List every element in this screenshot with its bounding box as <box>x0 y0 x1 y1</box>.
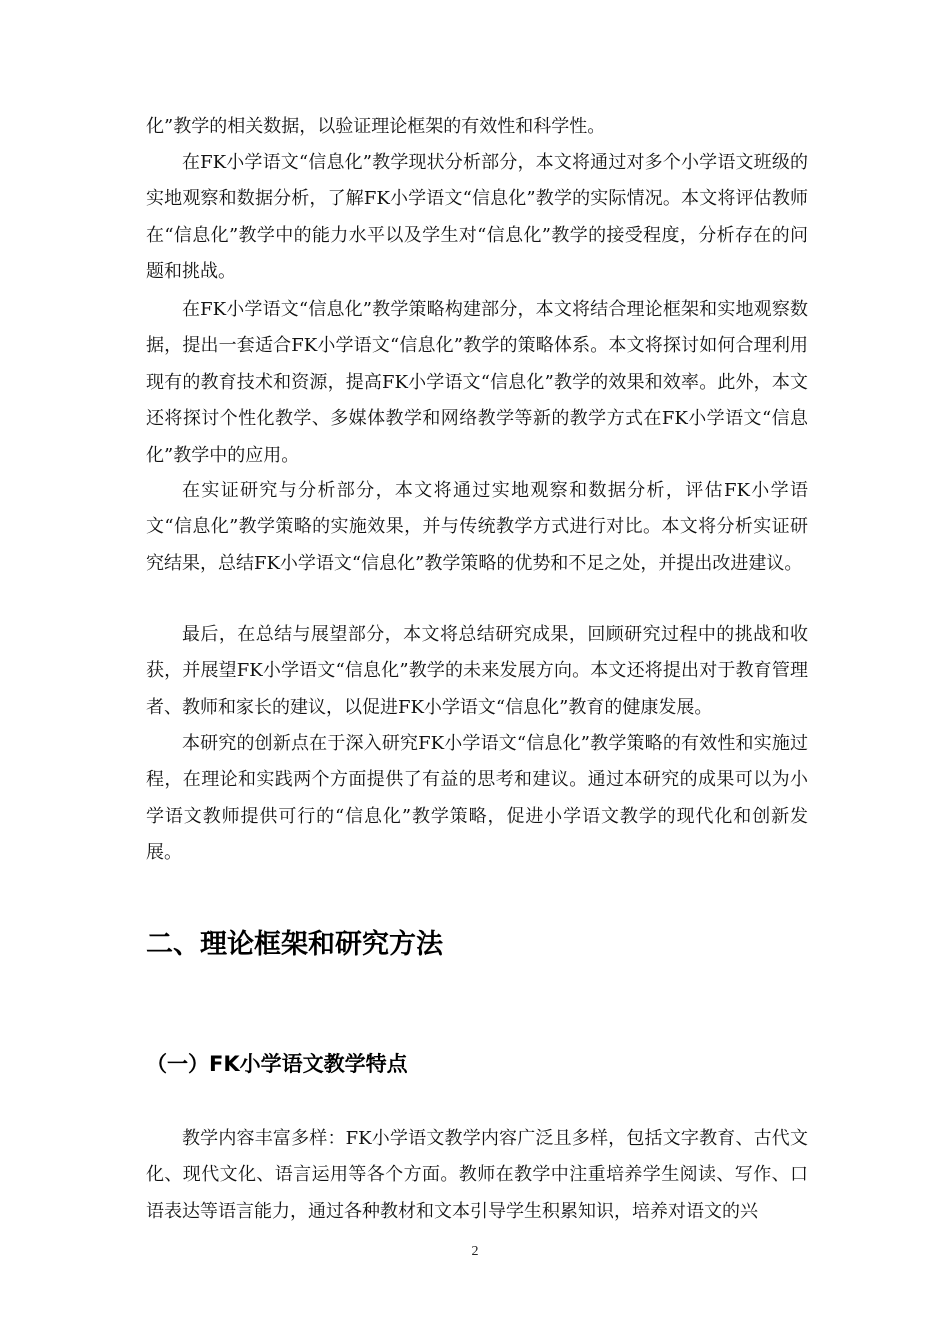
body-paragraph: 化”教学的相关数据，以验证理论框架的有效性和科学性。 <box>146 116 606 137</box>
page-number: 2 <box>471 1244 479 1259</box>
body-paragraph: 教学内容丰富多样：FK小学语文教学内容广泛且多样，包括文字教育、古代文化、现代文化、语言运用等各个方面。教师在教学中注重培养学生阅读、写作、口语表达等语言能力，通过各种教材和文本引导学生积累知识，培养对语文的兴 <box>146 1128 808 1222</box>
subsection-heading: （一）FK小学语文教学特点 <box>146 1052 408 1076</box>
section-heading: 二、理论框架和研究方法 <box>146 929 443 960</box>
body-paragraph: 在FK小学语文“信息化”教学策略构建部分，本文将结合理论框架和实地观察数据，提出一套适合FK小学语文“信息化”教学的策略体系。本文将探讨如何合理利用现有的教育技术和资源，提高FK小学语文“信息化”教学的效果和效率。此外，本文还将探讨个性化教学、多媒体教学和网络教学等新的教学方式在FK小学语文“信息化”教学中的应用。 <box>146 299 808 466</box>
body-paragraph: 最后，在总结与展望部分，本文将总结研究成果，回顾研究过程中的挑战和收获，并展望FK小学语文“信息化”教学的未来发展方向。本文还将提出对于教育管理者、教师和家长的建议，以促进FK小学语文“信息化”教育的健康发展。 <box>146 624 808 718</box>
body-paragraph: 在实证研究与分析部分，本文将通过实地观察和数据分析，评估FK小学语文“信息化”教学策略的实施效果，并与传统教学方式进行对比。本文将分析实证研究结果，总结FK小学语文“信息化”教学策略的优势和不足之处，并提出改进建议。 <box>146 480 808 574</box>
body-paragraph: 在FK小学语文“信息化”教学现状分析部分，本文将通过对多个小学语文班级的实地观察和数据分析，了解FK小学语文“信息化”教学的实际情况。本文将评估教师在“信息化”教学中的能力水平以及学生对“信息化”教学的接受程度，分析存在的问题和挑战。 <box>146 152 808 283</box>
body-paragraph: 本研究的创新点在于深入研究FK小学语文“信息化”教学策略的有效性和实施过程，在理论和实践两个方面提供了有益的思考和建议。通过本研究的成果可以为小学语文教师提供可行的“信息化”教学策略，促进小学语文教学的现代化和创新发展。 <box>146 733 808 864</box>
